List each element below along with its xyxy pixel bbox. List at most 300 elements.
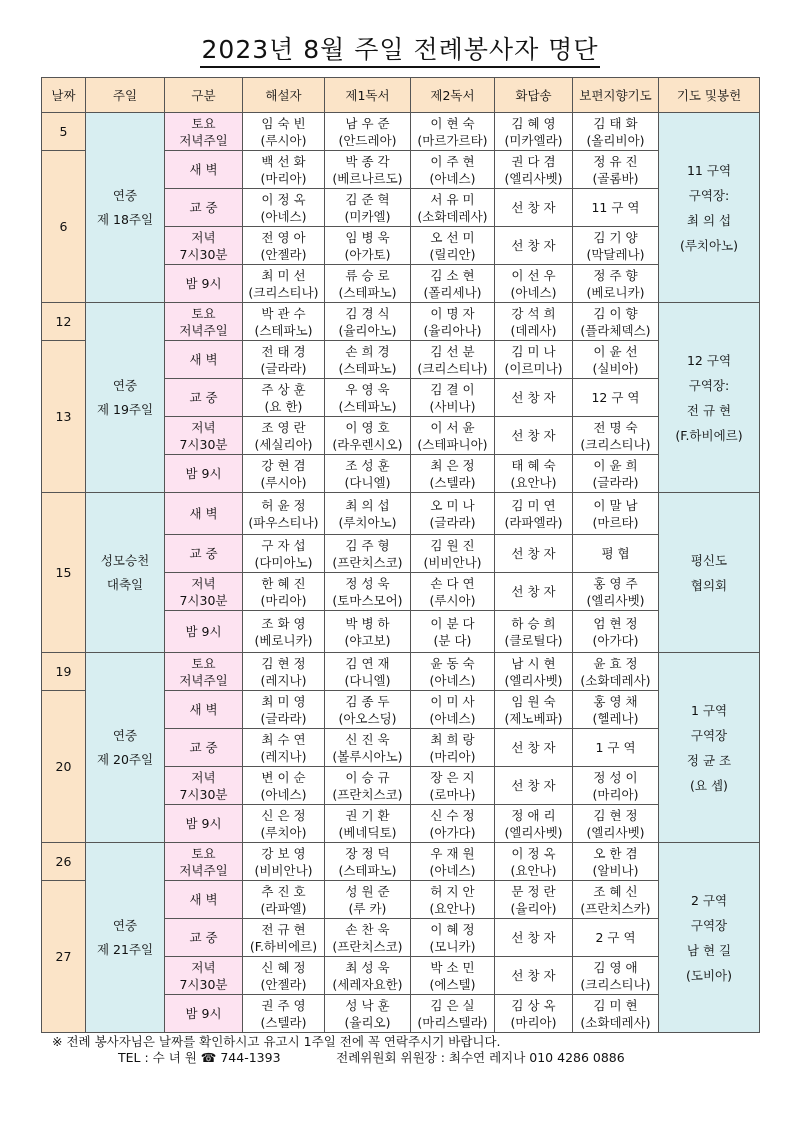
header-date: 날짜 [42,78,86,113]
text-line: (스테파노) [338,284,397,300]
commentator-cell [243,189,325,227]
first-reading-cell [325,573,411,611]
first-reading-cell [325,417,411,455]
commentator-cell [243,417,325,455]
text-line: (베로니카) [254,632,313,648]
text-line: (안드레아) [338,132,397,148]
text-line: 조 혜 신 [593,883,638,899]
text-line: 백 선 화 [261,153,306,169]
text-line: (폴리세나) [423,284,482,300]
text-line: 하 승 희 [511,615,556,631]
text-line: (소화데레사) [417,208,488,224]
text-line: 남 현 길 [686,942,732,958]
first-reading-cell [325,535,411,573]
offering-cell [659,843,760,1033]
text-line: 7시30분 [179,436,228,452]
text-line: 신 진 욱 [345,731,390,747]
text-line: (프란치스코) [332,786,403,802]
text-line: (헬레나) [592,710,639,726]
text-line: 토요 [191,115,216,131]
text-line: 김 준 혁 [345,191,390,207]
commentator-cell [243,535,325,573]
text-line: 이 정 옥 [261,191,306,207]
text-line: 선 창 자 [511,968,556,983]
text-line: 전 규 현 [261,921,306,937]
text-line: (엘리사벳) [504,672,563,688]
text-line: 서 유 미 [430,191,475,207]
universal-prayer-cell [573,653,659,691]
text-line: 밤 9시 [185,816,222,831]
category-cell [165,691,243,729]
text-line: (레지나) [260,672,307,688]
text-line: (율리오) [344,1014,391,1030]
text-line: 구 자 섭 [261,537,306,553]
text-line: 김 태 화 [593,115,638,131]
text-line: 조 화 영 [261,615,306,631]
first-reading-cell [325,265,411,303]
text-line: 김 혜 영 [511,115,556,131]
text-line: 밤 9시 [185,1006,222,1021]
text-line: (미카엘) [344,208,391,224]
header-second-reading: 제2독서 [411,78,495,113]
text-line: (아네스) [429,710,476,726]
text-line: 교 중 [189,930,218,945]
text-line: 대축일 [106,576,144,592]
text-line: (마리아) [260,170,307,186]
text-line: 김 이 향 [593,305,638,321]
commentator-cell [243,611,325,653]
commentator-cell [243,957,325,995]
text-line: 오 한 겸 [593,845,638,861]
first-reading-cell [325,691,411,729]
text-line: (루 카) [348,900,387,916]
text-line: (마르가르타) [417,132,488,148]
category-cell [165,341,243,379]
text-line: 류 승 로 [345,267,390,283]
text-line: (크리스티나) [580,976,651,992]
text-line: 교 중 [189,740,218,755]
text-line: 이 윤 선 [593,343,638,359]
second-reading-cell [411,611,495,653]
text-line: (로마나) [429,786,476,802]
text-line: 연중 [112,377,138,393]
psalm-cell [495,919,573,957]
text-line: 최 의 섭 [345,497,390,513]
text-line: (루시아) [260,132,307,148]
text-line: 허 지 안 [430,883,475,899]
text-line: (다니엘) [344,672,391,688]
second-reading-cell [411,767,495,805]
text-line: (제노베파) [504,710,563,726]
text-line: (비비안나) [254,862,313,878]
second-reading-cell [411,653,495,691]
text-line: 선 창 자 [511,200,556,215]
commentator-cell [243,843,325,881]
text-line: (아가다) [429,824,476,840]
first-reading-cell [325,151,411,189]
text-line: 김 선 분 [430,343,475,359]
text-line: (베르나르도) [332,170,403,186]
date-cell: 6 [42,151,86,303]
second-reading-cell [411,843,495,881]
text-line: 제 19주일 [96,401,154,417]
category-cell [165,957,243,995]
first-reading-cell [325,843,411,881]
first-reading-cell [325,227,411,265]
psalm-cell [495,805,573,843]
commentator-cell [243,573,325,611]
commentator-cell [243,881,325,919]
text-line: (미카엘라) [504,132,563,148]
text-line: 추 진 호 [261,883,306,899]
category-cell [165,535,243,573]
commentator-cell [243,729,325,767]
text-line: 선 창 자 [511,546,556,561]
text-line: 최 수 연 [261,731,306,747]
universal-prayer-cell [573,995,659,1033]
category-cell [165,151,243,189]
psalm-cell [495,113,573,151]
text-line: 임 숙 빈 [261,115,306,131]
universal-prayer-cell [573,881,659,919]
psalm-cell [495,611,573,653]
text-line: 구역장: [688,187,730,203]
psalm-cell [495,729,573,767]
text-line: 권 주 영 [261,997,306,1013]
second-reading-cell [411,417,495,455]
psalm-cell [495,151,573,189]
universal-prayer-cell [573,151,659,189]
second-reading-cell [411,573,495,611]
text-line: 선 창 자 [511,584,556,599]
first-reading-cell [325,729,411,767]
date-cell: 12 [42,303,86,341]
date-cell: 15 [42,493,86,653]
universal-prayer-cell [573,729,659,767]
table-row [42,493,760,535]
text-line: 12 구역 [686,352,732,368]
universal-prayer-cell [573,843,659,881]
universal-prayer-cell [573,303,659,341]
second-reading-cell [411,535,495,573]
text-line: 손 찬 욱 [345,921,390,937]
text-line: (프란치스코) [332,938,403,954]
page-title: 2023년 8월 주일 전례봉사자 명단 [0,30,800,66]
text-line: 최 의 섭 [686,212,732,228]
sunday-cell [86,843,165,1033]
text-line: (소화데레사) [580,672,651,688]
text-line: 선 창 자 [511,740,556,755]
text-line: 강 현 겸 [261,457,306,473]
text-line: (엘리사벳) [504,170,563,186]
universal-prayer-cell [573,493,659,535]
text-line: 교 중 [189,200,218,215]
psalm-cell [495,417,573,455]
text-line: 최 미 선 [261,267,306,283]
text-line: (아가토) [344,246,391,262]
footer-contact: TEL : 수 녀 원 ☎ 744-1393 전례위원회 위원장 : 최수연 레지나 010 4286 0886 [118,1050,625,1065]
commentator-cell [243,151,325,189]
text-line: 엄 현 정 [593,615,638,631]
psalm-cell [495,455,573,493]
text-line: (글라라) [260,710,307,726]
text-line: (레지나) [260,748,307,764]
text-line: 선 창 자 [511,778,556,793]
text-line: (아가다) [592,632,639,648]
commentator-cell [243,265,325,303]
text-line: 우 영 욱 [345,381,390,397]
universal-prayer-cell [573,957,659,995]
text-line: 저녁 [191,959,216,975]
text-line: 7시30분 [179,592,228,608]
commentator-cell [243,379,325,417]
universal-prayer-cell [573,265,659,303]
text-line: 밤 9시 [185,276,222,291]
text-line: 이 현 숙 [430,115,475,131]
text-line: 남 우 준 [345,115,390,131]
text-line: (안젤라) [260,976,307,992]
text-line: 정 균 조 [686,752,732,768]
psalm-cell [495,843,573,881]
text-line: 새 벽 [189,162,218,177]
second-reading-cell [411,303,495,341]
psalm-cell [495,303,573,341]
text-line: 김 종 두 [345,693,390,709]
first-reading-cell [325,493,411,535]
second-reading-cell [411,729,495,767]
text-line: 이 명 자 [430,305,475,321]
text-line: (글라라) [260,360,307,376]
text-line: (골롬바) [592,170,639,186]
first-reading-cell [325,455,411,493]
text-line: 저녁주일 [179,132,228,148]
text-line: (크리스티나) [248,284,319,300]
text-line: (율리아노) [338,322,397,338]
text-line: 태 혜 숙 [511,457,556,473]
text-line: (아네스) [429,862,476,878]
commentator-cell [243,653,325,691]
text-line: 강 보 영 [261,845,306,861]
text-line: 오 미 나 [430,497,475,513]
text-line: (아네스) [510,284,557,300]
text-line: 김 미 현 [593,997,638,1013]
text-line: (아오스딩) [338,710,397,726]
category-cell [165,573,243,611]
universal-prayer-cell [573,535,659,573]
header-psalm: 화답송 [495,78,573,113]
text-line: (글라라) [429,514,476,530]
text-line: 전 태 경 [261,343,306,359]
text-line: 연중 [112,187,138,203]
second-reading-cell [411,805,495,843]
text-line: (크리스티나) [417,360,488,376]
category-cell [165,189,243,227]
universal-prayer-cell [573,611,659,653]
text-line: (루치아) [260,824,307,840]
first-reading-cell [325,767,411,805]
text-line: 이 승 규 [345,769,390,785]
text-line: (실비아) [592,360,639,376]
text-line: 김 결 이 [430,381,475,397]
text-line: (루시아) [260,474,307,490]
first-reading-cell [325,881,411,919]
text-line: 이 영 호 [345,419,390,435]
category-cell [165,805,243,843]
text-line: 홍 영 채 [593,693,638,709]
table-row [42,843,760,881]
text-line: 평 협 [601,546,630,561]
text-line: (베네딕토) [338,824,397,840]
text-line: 박 관 수 [261,305,306,321]
text-line: (막달레나) [586,246,645,262]
universal-prayer-cell [573,805,659,843]
text-line: 김 소 현 [430,267,475,283]
text-line: (크리스티나) [580,436,651,452]
universal-prayer-cell [573,341,659,379]
sunday-cell [86,653,165,843]
footer-note: ※ 전례 봉사자님은 날짜를 확인하시고 유고시 1주일 전에 꼭 연락주시기 바랍니다. [52,1034,501,1049]
first-reading-cell [325,919,411,957]
text-line: 신 혜 정 [261,959,306,975]
text-line: (요 한) [264,398,303,414]
text-line: 7시30분 [179,246,228,262]
psalm-cell [495,535,573,573]
text-line: 김 미 나 [511,343,556,359]
text-line: (다니엘) [344,474,391,490]
commentator-cell [243,493,325,535]
text-line: (아네스) [429,672,476,688]
text-line: 이 주 현 [430,153,475,169]
first-reading-cell [325,653,411,691]
text-line: 선 창 자 [511,930,556,945]
header-offering: 기도 및봉헌 [659,78,760,113]
text-line: 성 낙 훈 [345,997,390,1013]
first-reading-cell [325,805,411,843]
text-line: 윤 동 숙 [430,655,475,671]
date-cell: 27 [42,881,86,1033]
schedule-table [41,77,760,1033]
text-line: 구역장 [690,917,728,933]
text-line: 선 창 자 [511,390,556,405]
first-reading-cell [325,379,411,417]
text-line: 문 정 란 [511,883,556,899]
text-line: 김 영 애 [593,959,638,975]
second-reading-cell [411,995,495,1033]
text-line: (요 셉) [690,777,728,793]
text-line: (아네스) [260,208,307,224]
text-line: 이 정 옥 [511,845,556,861]
text-line: (프란치스코) [332,554,403,570]
category-cell [165,417,243,455]
text-line: 2 구역 [690,892,728,908]
text-line: (요안나) [510,474,557,490]
sunday-cell [86,303,165,493]
psalm-cell [495,957,573,995]
text-line: 2 구 역 [595,930,636,945]
text-line: 저녁주일 [179,862,228,878]
universal-prayer-cell [573,767,659,805]
text-line: 김 미 연 [511,497,556,513]
text-line: 전 명 숙 [593,419,638,435]
text-line: 한 혜 진 [261,575,306,591]
text-line: 박 종 각 [345,153,390,169]
second-reading-cell [411,189,495,227]
text-line: (비비안나) [423,554,482,570]
text-line: 저녁 [191,419,216,435]
text-line: (아네스) [429,170,476,186]
category-cell [165,455,243,493]
text-line: 저녁주일 [179,322,228,338]
text-line: 7시30분 [179,976,228,992]
universal-prayer-cell [573,113,659,151]
text-line: 12 구 역 [591,390,640,405]
text-line: 김 현 정 [261,655,306,671]
offering-cell [659,113,760,303]
psalm-cell [495,227,573,265]
text-line: 손 희 경 [345,343,390,359]
text-line: 연중 [112,727,138,743]
second-reading-cell [411,919,495,957]
text-line: (스텔라) [429,474,476,490]
psalm-cell [495,881,573,919]
text-line: 이 윤 희 [593,457,638,473]
text-line: 저녁 [191,229,216,245]
offering-cell [659,493,760,653]
header-category: 구분 [165,78,243,113]
text-line: 전 영 아 [261,229,306,245]
text-line: 이 혜 정 [430,921,475,937]
universal-prayer-cell [573,691,659,729]
text-line: 이 서 윤 [430,419,475,435]
text-line: 임 병 욱 [345,229,390,245]
text-line: (파우스티나) [248,514,319,530]
text-line: 새 벽 [189,352,218,367]
text-line: 7시30분 [179,786,228,802]
text-line: (엘리사벳) [586,824,645,840]
header-row [42,78,760,113]
text-line: (마리아) [429,748,476,764]
text-line: (스테파노) [338,398,397,414]
sunday-cell [86,493,165,653]
text-line: 토요 [191,655,216,671]
text-line: 최 희 랑 [430,731,475,747]
universal-prayer-cell [573,573,659,611]
second-reading-cell [411,691,495,729]
commentator-cell [243,341,325,379]
text-line: (세실리아) [254,436,313,452]
text-line: (사비나) [429,398,476,414]
second-reading-cell [411,227,495,265]
text-line: 제 20주일 [96,751,154,767]
text-line: 밤 9시 [185,466,222,481]
text-line: 조 성 훈 [345,457,390,473]
text-line: 임 원 숙 [511,693,556,709]
text-line: 정 성 이 [593,769,638,785]
first-reading-cell [325,303,411,341]
text-line: (플라체덱스) [580,322,651,338]
text-line: 토요 [191,845,216,861]
date-cell: 5 [42,113,86,151]
text-line: (마리스텔라) [417,1014,488,1030]
text-line: 김 현 정 [593,807,638,823]
universal-prayer-cell [573,227,659,265]
second-reading-cell [411,881,495,919]
text-line: 허 윤 정 [261,497,306,513]
second-reading-cell [411,265,495,303]
header-universal-prayer: 보편지향기도 [573,78,659,113]
text-line: 김 기 양 [593,229,638,245]
header-first-reading: 제1독서 [325,78,411,113]
